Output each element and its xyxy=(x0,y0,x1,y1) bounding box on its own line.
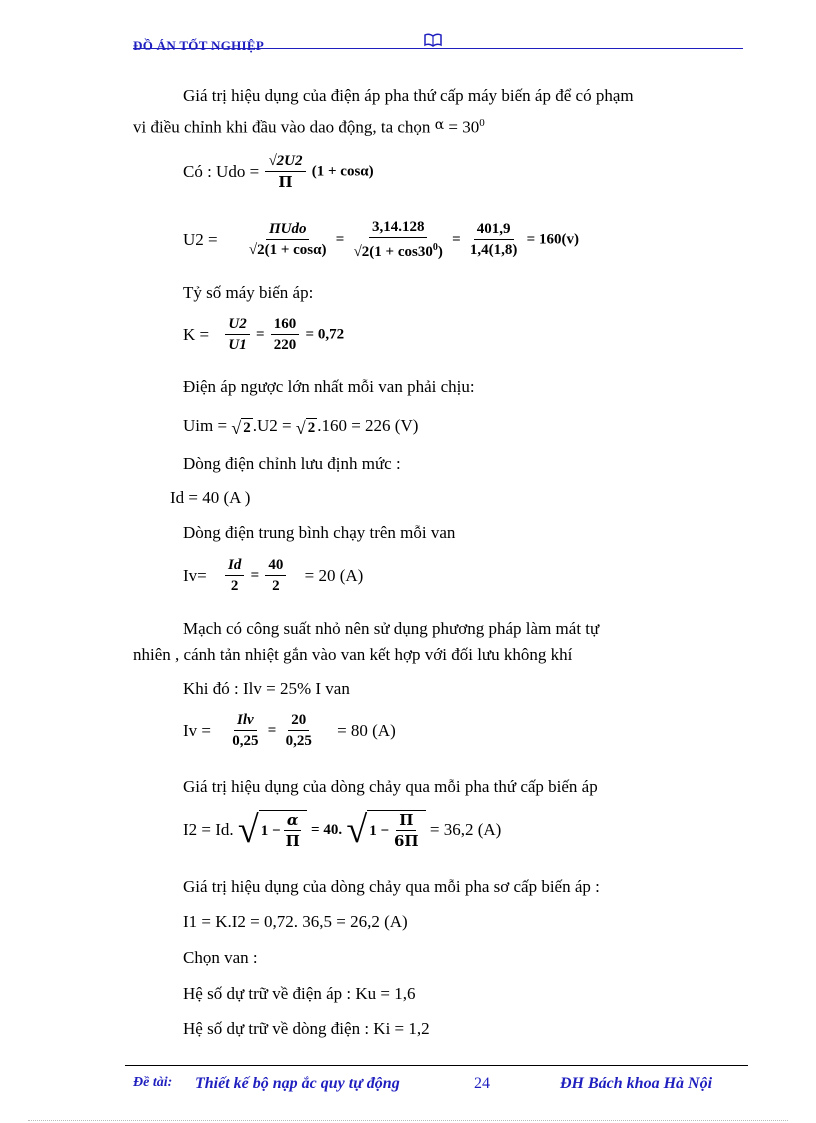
u2-formula: U2 = $\frac{\text{ΠUdo}}{√2(1 + \cos\alpha)}$ = $\frac{3,14.128}{√2(1 + \cos 30^0)}$ = $\frac{401,9}{1,4(1,8)}$ = 160(v) xyxy=(183,219,579,260)
iv-formula-2: Iv = $\frac{\text{Ilv}}{0,25}$ = $\frac{20}{0,25}$ = 80 (A) xyxy=(183,712,396,749)
he-so-ki: Hệ số dự trữ về dòng điện : Ki = 1,2 xyxy=(183,1019,430,1038)
para-1-line-1: Giá trị hiệu dụng của điện áp pha thứ cấp máy biến áp để có phạm xyxy=(183,86,634,105)
header-rule xyxy=(133,48,743,49)
udo-formula: Có : Udo = $\frac{√2U2}{\Pi}$ (1 + cosα) xyxy=(183,153,374,191)
iv-formula-1: Iv= $\frac{Id}{2}$ = $\frac{40}{2}$ = 20 (A) xyxy=(183,557,364,594)
page-number: 24 xyxy=(474,1075,490,1092)
i2-formula: I2 = Id. √ 1 − $\frac{\alpha}{\Pi}$ = 40. √ 1 − $\frac{\Pi}{6\Pi}$ = 36,2 (A) xyxy=(183,809,502,851)
dong-trung-binh: Dòng điện trung bình chạy trên mỗi van xyxy=(183,523,456,542)
gia-tri-dong-so-cap: Giá trị hiệu dụng của dòng chảy qua mỗi pha sơ cấp biến áp : xyxy=(183,877,600,896)
footer-school: ĐH Bách khoa Hà Nội xyxy=(560,1075,713,1092)
chon-van: Chọn van : xyxy=(183,948,258,967)
footer-de-tai: Thiết kế bộ nạp ắc quy tự động xyxy=(195,1075,400,1092)
khi-do: Khi đó : Ilv = 25% I van xyxy=(183,679,350,698)
id-value: Id = 40 (A ) xyxy=(170,488,251,507)
he-so-ku: Hệ số dự trữ về điện áp : Ku = 1,6 xyxy=(183,984,416,1003)
i1-value: I1 = K.I2 = 0,72. 36,5 = 26,2 (A) xyxy=(183,912,408,931)
footer-rule xyxy=(125,1065,748,1066)
mach-line-1: Mạch có công suất nhỏ nên sử dụng phương pháp làm mát tự xyxy=(183,619,600,638)
book-icon xyxy=(424,33,442,47)
dien-ap-nguoc: Điện áp ngược lớn nhất mỗi van phải chịu: xyxy=(183,377,475,396)
k-formula: K = $\frac{U2}{U1}$ = $\frac{160}{220}$ = 0,72 xyxy=(183,316,345,353)
header-title: ĐỒ ÁN TỐT NGHIỆP xyxy=(133,38,265,53)
gia-tri-dong-thu-cap: Giá trị hiệu dụng của dòng chảy qua mỗi pha thứ cấp biến áp xyxy=(183,777,598,796)
para-1-line-2: vi điều chỉnh khi đầu vào dao động, ta chọn $^\alpha = 30^0$ xyxy=(133,116,485,137)
footer-de-tai-label: Đề tài: xyxy=(133,1075,173,1090)
page-bottom-dots xyxy=(28,1120,788,1121)
dong-chinh-luu: Dòng điện chỉnh lưu định mức : xyxy=(183,454,401,473)
mach-line-2: nhiên , cánh tản nhiệt gắn vào van kết hợp với đối lưu không khí xyxy=(133,645,573,664)
ty-so-label: Tỷ số máy biến áp: xyxy=(183,283,314,302)
uim-formula: Uim = √ 2 .U2 = √ 2 .160 = 226 (V) xyxy=(183,416,419,438)
